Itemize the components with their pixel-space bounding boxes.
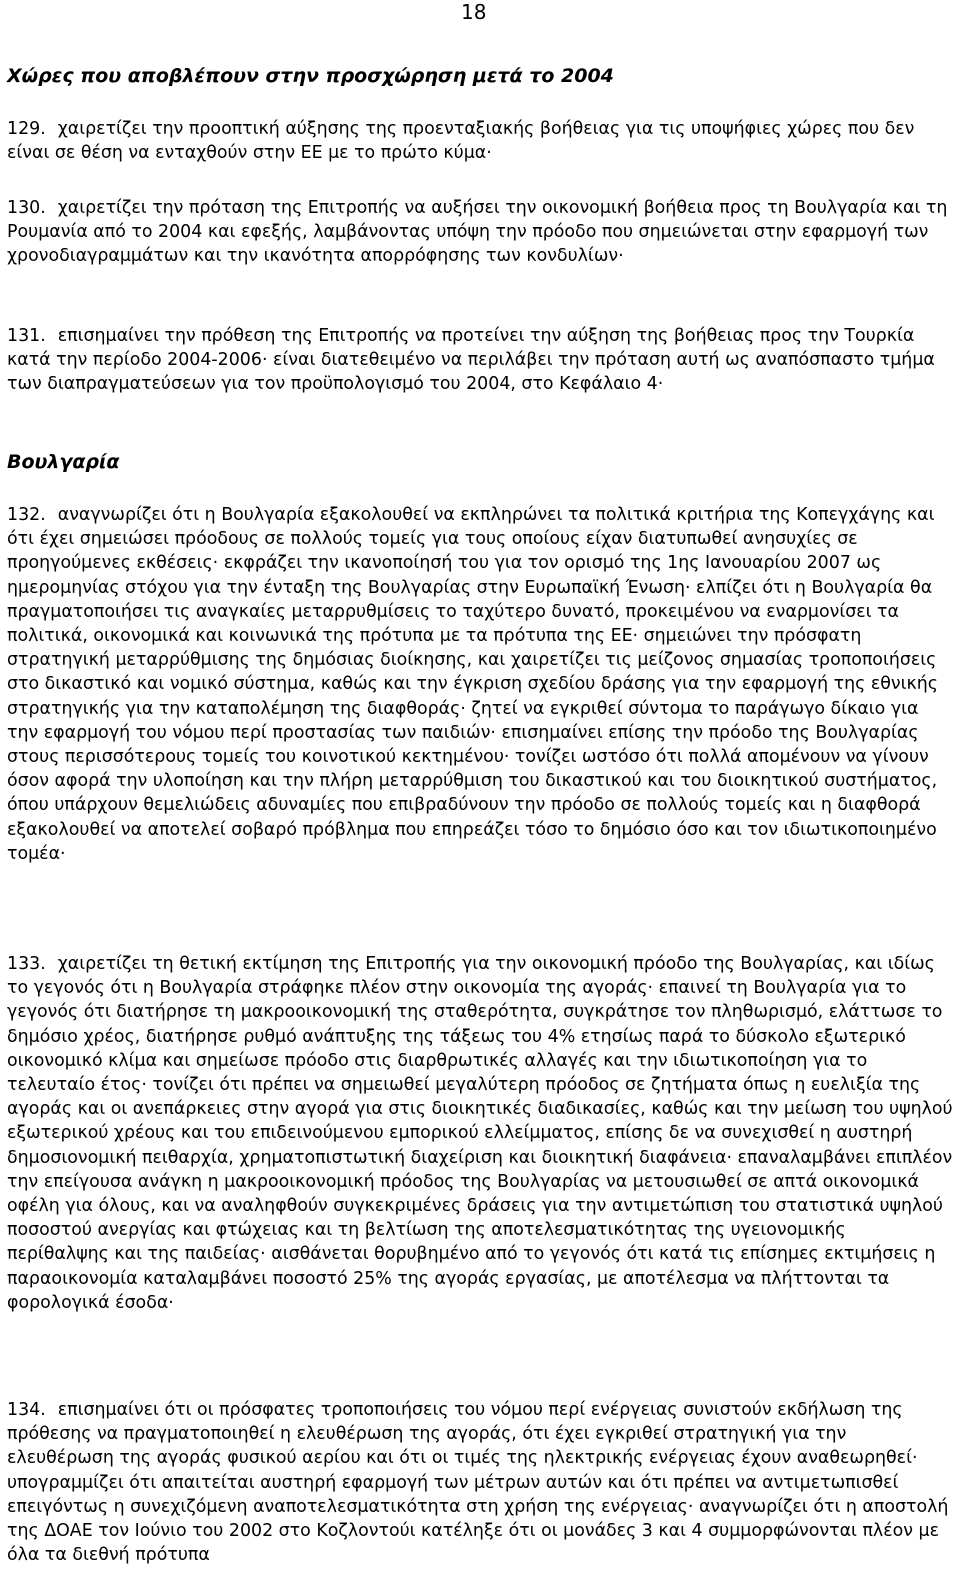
paragraph-number: 134.	[7, 1400, 46, 1420]
paragraph-133	[7, 952, 953, 1315]
paragraph-129	[7, 117, 953, 165]
paragraph-number: 131.	[7, 326, 46, 346]
paragraph-134	[7, 1398, 953, 1567]
paragraph-number: 130.	[7, 198, 46, 218]
page-number: 18	[461, 0, 487, 24]
paragraph-number: 133.	[7, 954, 46, 974]
paragraph-text: αναγνωρίζει ότι η Βουλγαρία εξακολουθεί να εκπληρώνει τα πολιτικά κριτήρια της Κοπεγχάγης και ότι έχει σημειώσει πρόοδους σε πολλούς τομείς για τους οποίους είχαν διατυπωθεί ανησυχίες σε προηγούμενες εκθέσεις· εκφράζει την ικανοποίησή του για τον ορισμό της 1ης Ιανουαρίου 2007 ως ημερομηνίας στόχου για την ένταξη της Βουλγαρίας στην Ευρωπαϊκή Ένωση· ελπίζει ότι η Βουλγαρία θα πραγματοποιήσει τις αναγκαίες μεταρρυθμίσεις το ταχύτερο δυνατό, προκειμένου να εναρμονίσει τα πολιτικά, οικονομικά και κοινωνικά της πρότυπα με τα πρότυπα της ΕΕ· σημειώνει την πρόσφατη στρατηγική μεταρρύθμισης της δημόσιας διοίκησης, και χαιρετίζει τις μείζονος σημασίας τροποποιήσεις στο δικαστικό και νομικό σύστημα, καθώς και την έγκριση σχεδίου δράσης για την εφαρμογή της εθνικής στρατηγικής για την καταπολέμηση της διαφθοράς· ζητεί να εγκριθεί σύντομα το παράγωγο δίκαιο για την εφαρμογή του νόμου περί προστασίας των παιδιών· επισημαίνει επίσης την πρόοδο της Βουλγαρίας στους περισσότερους τομείς του κοινοτικού κεκτημένου· τονίζει ωστόσο ότι πολλά απομένουν να γίνουν όσον αφορά την υλοποίηση και την πλήρη μεταρρύθμιση του δικαστικού και του διοικητικού συστήματος, όπου υπάρχουν θεμελιώδεις αδυναμίες που επιβραδύνουν την πρόοδο σε πολλούς τομείς και η διαφθορά εξακολουθεί να αποτελεί σοβαρό πρόβλημα που επηρεάζει τόσο το δημόσιο όσο και τον ιδιωτικοποιημένο τομέα·	[7, 505, 938, 864]
section-heading-candidates: Χώρες που αποβλέπουν στην προσχώρηση μετά το 2004	[7, 65, 614, 87]
paragraph-number: 132.	[7, 505, 46, 525]
paragraph-text: χαιρετίζει τη θετική εκτίμηση της Επιτροπής για την οικονομική πρόοδο της Βουλγαρίας, και ιδίως το γεγονός ότι η Βουλγαρία στράφηκε πλέον στην οικονομία της αγοράς· επαινεί τη Βουλγαρία για το γεγονός ότι διατήρησε τη μακροοικονομική της σταθερότητα, συγκράτησε τον πληθωρισμό, ελάττωσε το δημόσιο χρέος, διατήρησε ρυθμό ανάπτυξης της τάξεως του 4% ετησίως παρά το δύσκολο εξωτερικό οικονομικό κλίμα και σημείωσε πρόοδο στις διαρθρωτικές αλλαγές και την ιδιωτικοποίηση για το τελευταίο έτος· τονίζει ότι πρέπει να σημειωθεί μεγαλύτερη πρόοδος σε ζητήματα όπως η ευελιξία της αγοράς και οι ανεπάρκειες στην αγορά για στις διοικητικές διαδικασίες, καθώς και την μείωση του υψηλού εξωτερικού χρέους και του επιδεινούμενου εμπορικού ελλείμματος, επίσης δε να συνεχισθεί η αυστηρή δημοσιονομική πειθαρχία, χρηματοπιστωτική διαχείριση και διοικητική διαφάνεια· επαναλαμβάνει επιπλέον την επείγουσα ανάγκη η μακροοικονομική πρόοδος της Βουλγαρίας να μετουσιωθεί σε απτά οικονομικά οφέλη για όλους, και να αναληφθούν συγκεκριμένες δράσεις για την αντιμετώπιση του στατιστικά υψηλού ποσοστού ανεργίας και φτώχειας και τη βελτίωση της αποτελεσματικότητας της υγειονομικής περίθαλψης και της παιδείας· αισθάνεται θορυβημένο από το γεγονός ότι κατά τις επίσημες εκτιμήσεις η παραοικονομία καταλαμβάνει ποσοστό 25% της αγοράς εργασίας, με αποτέλεσμα να πλήττονται τα φορολογικά έσοδα·	[7, 954, 953, 1313]
paragraph-130	[7, 196, 953, 269]
paragraph-text: επισημαίνει ότι οι πρόσφατες τροποποιήσεις του νόμου περί ενέργειας συνιστούν εκδήλωση της πρόθεσης να πραγματοποιηθεί η ελευθέρωση της αγοράς, ότι έχει εγκριθεί στρατηγική για την ελευθέρωση της αγοράς φυσικού αερίου και ότι οι τιμές της ηλεκτρικής ενέργειας έχουν αναθεωρηθεί· υπογραμμίζει ότι απαιτείται αυστηρή εφαρμογή των μέτρων αυτών και ότι πρέπει να αντιμετωπισθεί επειγόντως η συνεχιζόμενη αναποτελεσματικότητα στη χρήση της ενέργειας· αναγνωρίζει ότι η αποστολή της ΔΟΑΕ τον Ιούνιο του 2002 στο Κοζλοντούι κατέληξε ότι οι μονάδες 3 και 4 συμμορφώνονται πλέον με όλα τα διεθνή πρότυπα	[7, 1400, 949, 1566]
paragraph-text: χαιρετίζει την πρόταση της Επιτροπής να αυξήσει την οικονομική βοήθεια προς τη Βουλγαρία και τη Ρουμανία από το 2004 και εφεξής, λαμβάνοντας υπόψη την πρόοδο που σημειώνεται στην εφαρμογή των χρονοδιαγραμμάτων και την ικανότητα απορρόφησης των κονδυλίων·	[7, 198, 948, 267]
section-heading-bulgaria: Βουλγαρία	[7, 451, 120, 473]
paragraph-number: 129.	[7, 119, 46, 139]
paragraph-text: επισημαίνει την πρόθεση της Επιτροπής να προτείνει την αύξηση της βοήθειας προς την Τουρκία κατά την περίοδο 2004-2006· είναι διατεθειμένο να περιλάβει την πρόταση αυτή ως αναπόσπαστο τμήμα των διαπραγματεύσεων για τον προϋπολογισμό του 2004, στο Κεφάλαιο 4·	[7, 326, 935, 395]
paragraph-131	[7, 324, 953, 397]
paragraph-132	[7, 503, 953, 866]
paragraph-text: χαιρετίζει την προοπτική αύξησης της προενταξιακής βοήθειας για τις υποψήφιες χώρες που δεν είναι σε θέση να ενταχθούν στην ΕΕ με το πρώτο κύμα·	[7, 119, 915, 164]
